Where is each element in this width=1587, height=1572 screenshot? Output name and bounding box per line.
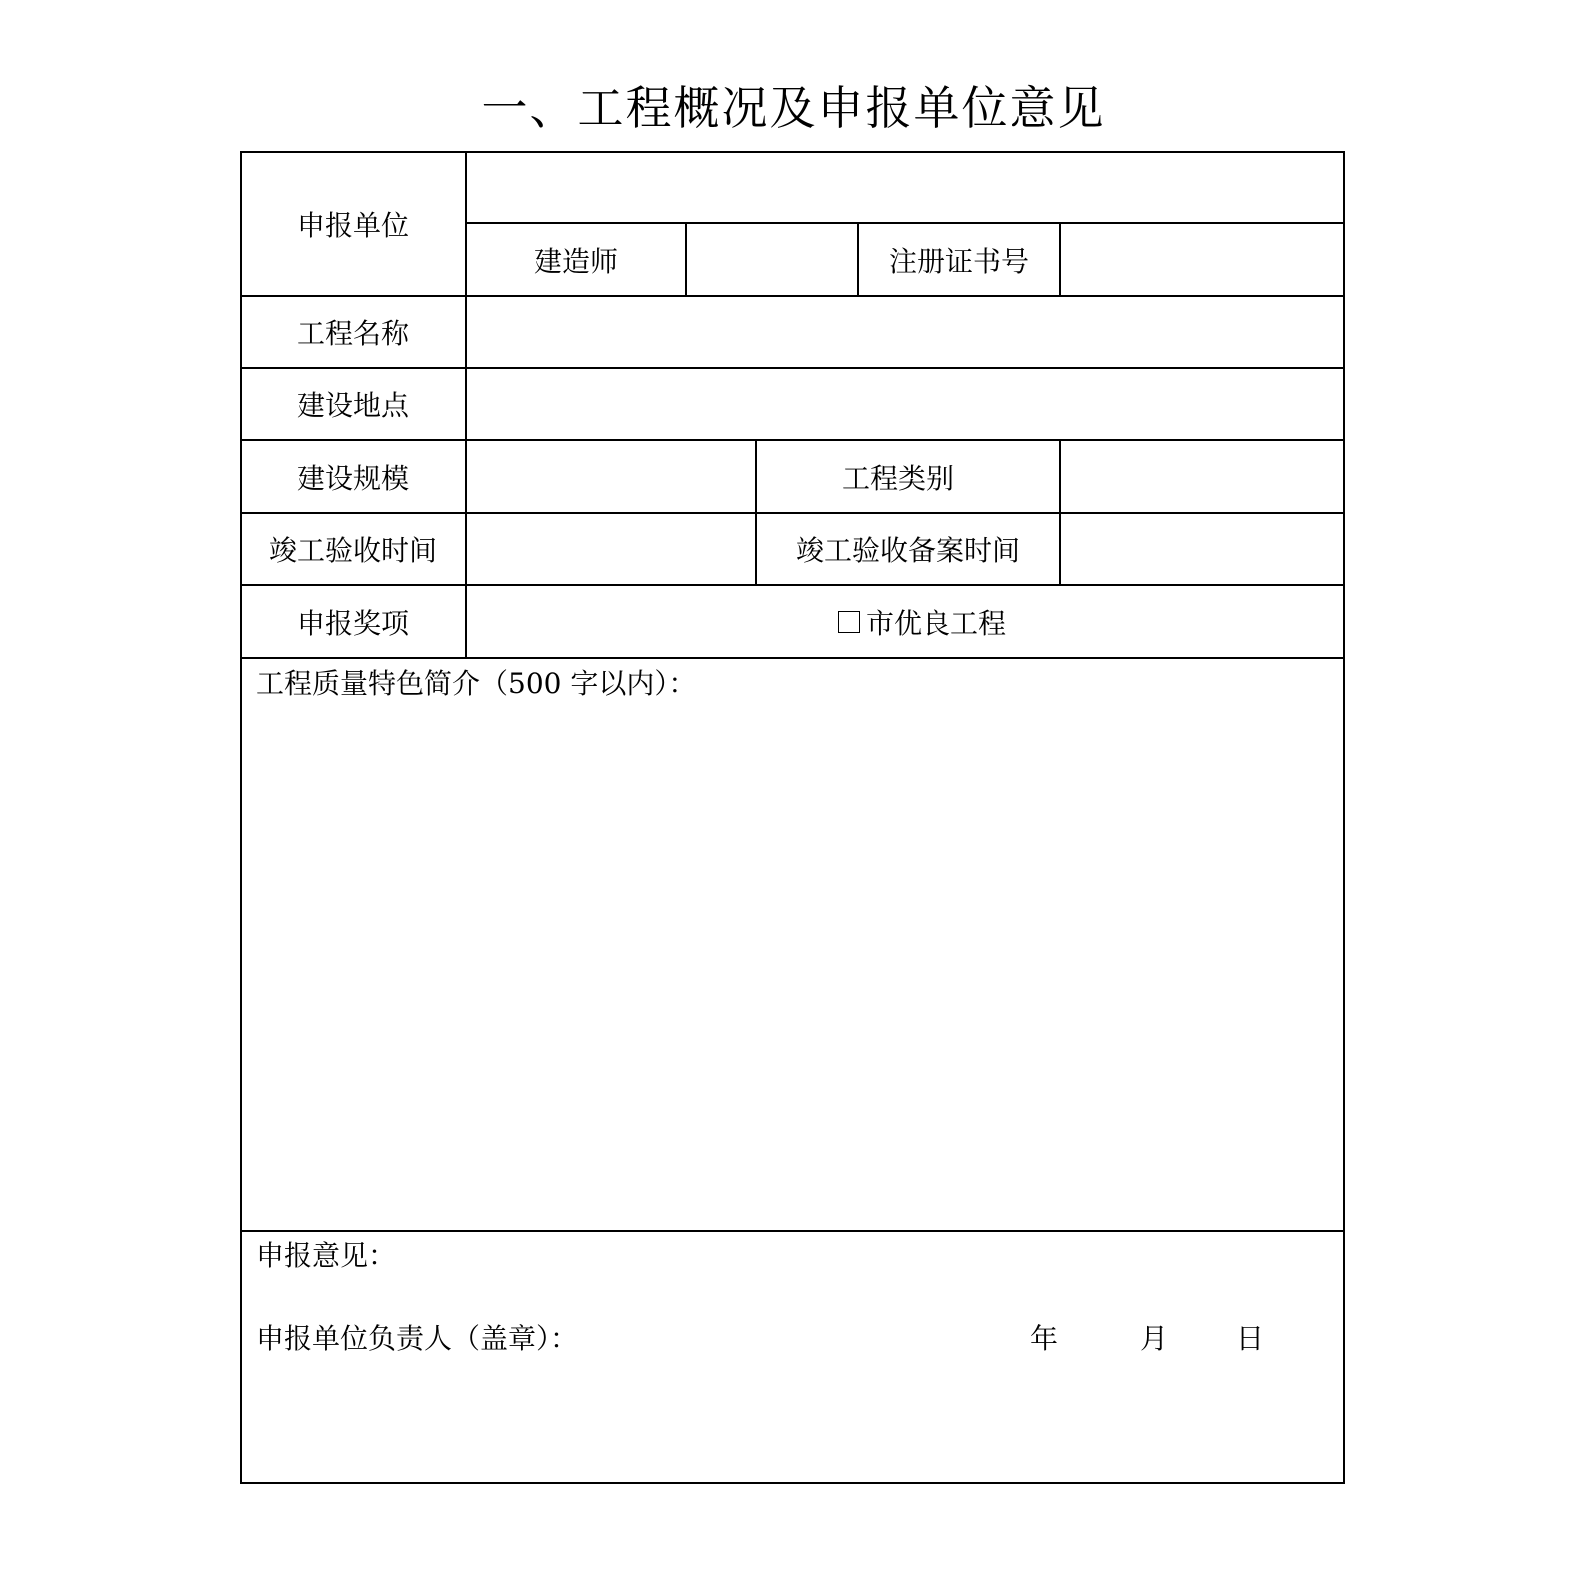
row-divider <box>240 657 1345 659</box>
filing-time-label: 竣工验收备案时间 <box>795 534 1020 567</box>
signer-label: 申报单位负责人（盖章）： <box>256 1322 579 1355</box>
quality-summary-label: 工程质量特色简介（500 字以内）： <box>256 667 697 700</box>
applicant-unit-field[interactable] <box>467 152 1343 222</box>
scale-label: 建设规模 <box>296 461 409 495</box>
date-year-label: 年 <box>1030 1322 1059 1355</box>
category-field[interactable] <box>1061 441 1343 512</box>
project-name-label: 工程名称 <box>296 317 409 350</box>
date-day-label: 日 <box>1236 1322 1265 1355</box>
award-checkbox[interactable] <box>838 611 860 633</box>
acceptance-time-field[interactable] <box>467 514 755 584</box>
scale-field[interactable] <box>467 441 755 512</box>
registration-no-field[interactable] <box>1061 224 1343 295</box>
category-label: 工程类别 <box>841 461 954 495</box>
award-label: 申报奖项 <box>296 606 409 640</box>
project-name-field[interactable] <box>467 297 1343 367</box>
date-month-label: 月 <box>1140 1322 1169 1355</box>
constructor-label: 建造师 <box>533 244 618 278</box>
opinion-label: 申报意见： <box>256 1239 397 1272</box>
table-border-bottom <box>240 1482 1345 1484</box>
page-title: 一、工程概况及申报单位意见 <box>481 81 1106 135</box>
award-option[interactable] <box>467 586 1377 657</box>
registration-no-label: 注册证书号 <box>888 244 1029 278</box>
acceptance-time-label: 竣工验收时间 <box>268 534 437 567</box>
quality-summary-field[interactable] <box>241 705 1343 1229</box>
constructor-field[interactable] <box>687 224 857 295</box>
applicant-unit-label: 申报单位 <box>296 208 409 242</box>
row-divider <box>240 1230 1345 1232</box>
award-option-label: 市优良工程 <box>865 606 1006 640</box>
table-border-right <box>1343 151 1345 1483</box>
location-label: 建设地点 <box>296 389 409 422</box>
location-field[interactable] <box>467 369 1343 439</box>
filing-time-field[interactable] <box>1061 514 1343 584</box>
